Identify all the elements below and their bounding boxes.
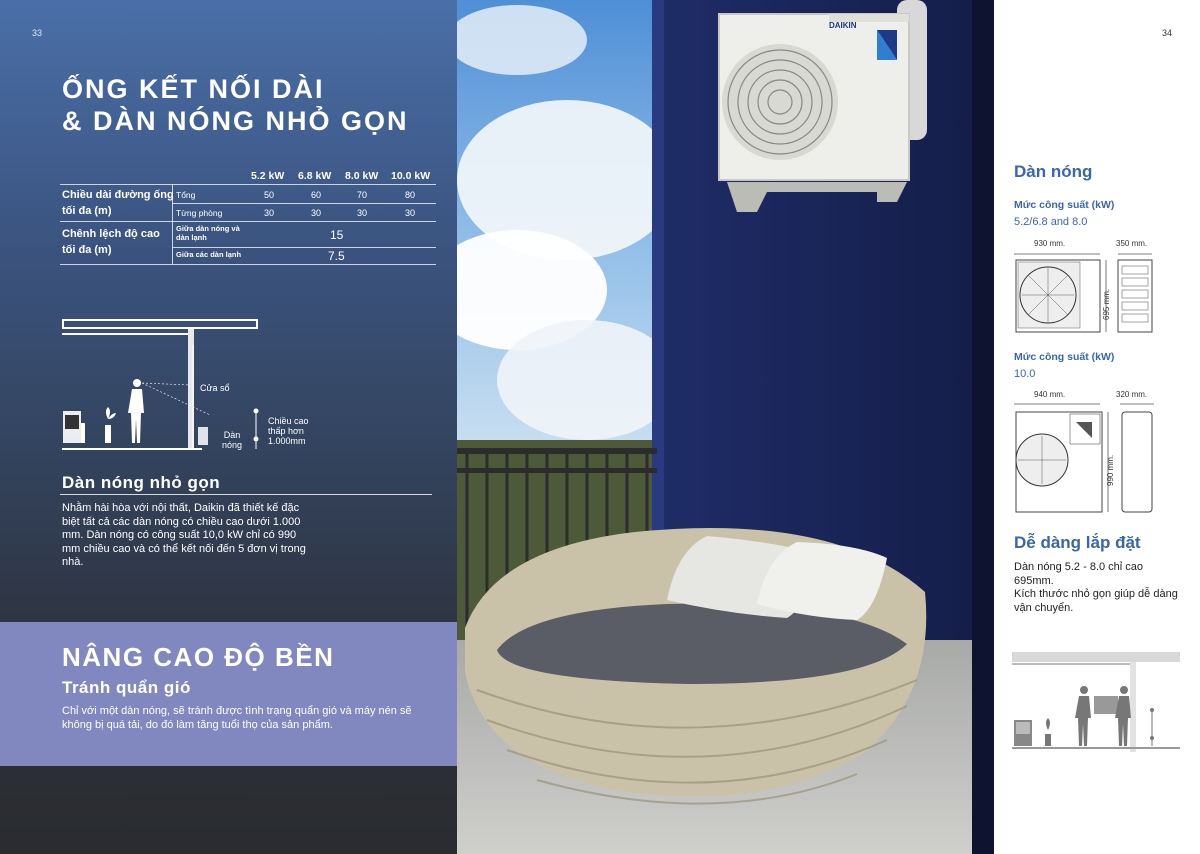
right-page <box>994 0 1200 854</box>
outdoor-unit-title: Dàn nóng <box>1014 162 1093 181</box>
unit1-depth: 350 mm. <box>1116 239 1148 248</box>
col-header-8-0: 8.0 kW <box>345 170 379 182</box>
compact-section-text: Nhằm hài hòa với nội thất, Daikin đã thiết kế đặc biệt tất cả các dàn nóng có chiều cao dưới 1.000 mm. Dàn nóng có công suất 10,0 kW chỉ có 990 mm chiều cao và có thể kết nối đến 5 đơn vị trong nhà. <box>62 502 306 568</box>
unit2-drawing <box>1012 400 1162 518</box>
unit2-width: 940 mm. <box>1034 390 1066 399</box>
durability-text: Chỉ với một dàn nóng, sẽ tránh được tình trạng quẩn gió và máy nén sẽ không bị quá tải, do đó làm tăng tuổi thọ của sản phẩm. <box>62 705 412 731</box>
table-cell: 60 <box>310 190 321 200</box>
outdoor-unit-label-1: Dàn <box>223 430 241 440</box>
height-diagram <box>60 315 320 465</box>
col-header-6-8: 6.8 kW <box>298 170 332 182</box>
unit2-depth: 320 mm. <box>1116 390 1148 399</box>
unit1-drawing <box>1012 250 1162 340</box>
easy-install-text-2: Kích thước nhỏ gọn giúp dễ dàng vận chuyển. <box>1014 588 1178 614</box>
height-note <box>268 416 309 446</box>
table-cell-15: 15 <box>330 228 344 242</box>
table-rule <box>172 203 436 204</box>
table-rule <box>172 247 436 248</box>
row-label-outdoor-indoor: Giữa dàn nóng và dàn lạnh <box>176 224 240 242</box>
table-rule <box>60 264 436 265</box>
daikin-logo: DAIKIN <box>829 21 857 30</box>
table-cell: 70 <box>356 190 367 200</box>
capacity-label-1: Mức công suất (kW) <box>1014 199 1115 211</box>
outdoor-unit-label <box>222 430 242 450</box>
unit1-width: 930 mm. <box>1034 239 1066 248</box>
install-diagram <box>1012 650 1182 755</box>
table-cell: 50 <box>263 190 274 200</box>
table-cell: 30 <box>356 208 367 218</box>
table-cell: 30 <box>404 208 415 218</box>
col-header-10-0: 10.0 kW <box>391 170 431 182</box>
install-illustration <box>1012 650 1182 755</box>
compact-section-title: Dàn nóng nhỏ gọn <box>62 473 221 492</box>
table-rule <box>60 184 436 185</box>
capacity-value-1: 5.2/6.8 and 8.0 <box>1014 216 1088 228</box>
table-cell: 30 <box>310 208 321 218</box>
pipe-spec-table <box>60 170 436 266</box>
row-label-tung-phong: Từng phòng <box>176 208 223 218</box>
row-group-pipe-length: Chiều dài đường ống tối đa (m) <box>62 189 174 217</box>
height-note-2: thấp hơn <box>268 426 304 436</box>
table-cell: 80 <box>404 190 415 200</box>
page-number-right: 34 <box>1162 28 1173 38</box>
easy-install-title: Dễ dàng lắp đặt <box>1014 533 1141 552</box>
col-header-5-2: 5.2 kW <box>251 170 285 182</box>
page-title <box>62 73 409 137</box>
title-line-1: ỐNG KẾT NỐI DÀI <box>62 74 325 104</box>
capacity-value-2: 10.0 <box>1014 368 1036 380</box>
row-group-height-diff: Chênh lệch độ cao tối đa (m) <box>62 228 160 256</box>
table-cell: 30 <box>263 208 274 218</box>
durability-subtitle: Tránh quẩn gió <box>62 678 191 697</box>
easy-install-text <box>1014 561 1184 615</box>
easy-install-text-1: Dàn nóng 5.2 - 8.0 chỉ cao 695mm. <box>1014 561 1144 587</box>
left-page <box>0 0 457 854</box>
outdoor-unit-label-2: nóng <box>222 440 243 450</box>
table-cell-7-5: 7.5 <box>328 249 345 263</box>
unit2-height: 990 mm. <box>1106 454 1115 486</box>
height-note-3: 1.000mm <box>268 436 306 446</box>
page-number-left: 33 <box>32 28 43 38</box>
durability-section <box>0 622 457 766</box>
row-label-tong: Tổng <box>176 190 196 200</box>
balcony-photo <box>457 0 994 854</box>
row-label-indoor-indoor: Giữa các dàn lạnh <box>176 250 242 259</box>
window-label: Cửa sổ <box>200 383 230 393</box>
capacity-label-2: Mức công suất (kW) <box>1014 351 1115 363</box>
title-line-2: & DÀN NÓNG NHỎ GỌN <box>62 106 409 136</box>
section-rule <box>60 494 432 495</box>
unit1-height: 695 mm. <box>1102 288 1111 320</box>
durability-title: NÂNG CAO ĐỘ BỀN <box>62 642 335 672</box>
balcony-scene-image <box>457 0 994 854</box>
table-rule <box>60 221 436 222</box>
height-note-1: Chiều cao <box>268 416 309 426</box>
